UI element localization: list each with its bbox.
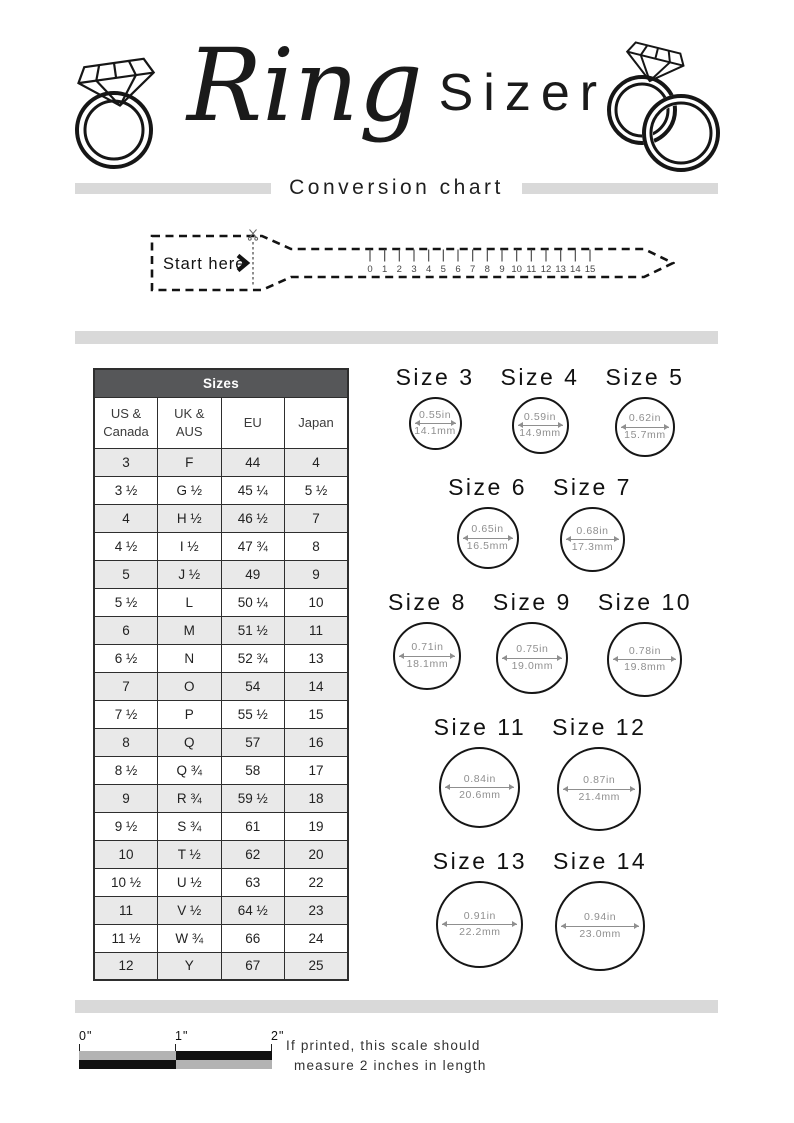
- diameter-inches: 0.75in: [516, 643, 549, 656]
- size-cell: T ½: [158, 840, 222, 868]
- section-divider-top: [75, 331, 718, 344]
- section-divider-bottom: [75, 1000, 718, 1013]
- size-label: Size 7: [553, 474, 632, 500]
- ruler-number: 3: [411, 264, 417, 275]
- ring-size-size-3: [396, 364, 475, 450]
- size-cell: 14: [285, 672, 349, 700]
- subtitle-bar-right: [522, 183, 718, 194]
- ring-circle: [393, 622, 461, 690]
- ruler-number: 0: [367, 264, 373, 275]
- size-label: Size 8: [387, 589, 467, 615]
- size-cell: 44: [221, 448, 285, 476]
- diameter-mm: 16.5mm: [466, 539, 509, 552]
- ruler-number: 5: [440, 264, 446, 275]
- size-label: Size 14: [553, 848, 648, 874]
- size-cell: 3: [94, 448, 158, 476]
- size-cell: N: [158, 644, 222, 672]
- double-rings-icon: [596, 38, 726, 173]
- size-row: [94, 504, 348, 532]
- ring-size-size-10: [598, 589, 692, 697]
- size-cell: 5 ½: [94, 588, 158, 616]
- size-cell: 63: [221, 868, 285, 896]
- diameter-inches: 0.87in: [583, 774, 616, 787]
- ruler-number: 10: [511, 264, 522, 275]
- scale-bars: [79, 1051, 272, 1069]
- ruler-number: 4: [426, 264, 432, 275]
- scale-mark-label: 2": [271, 1029, 285, 1043]
- size-cell: 64 ½: [221, 896, 285, 924]
- diameter-mm: 15.7mm: [624, 428, 666, 441]
- ring-circle: [457, 507, 519, 569]
- size-cell: 67: [221, 952, 285, 980]
- ring-circle: [560, 507, 625, 572]
- diameter-inches: 0.84in: [463, 772, 496, 785]
- size-cell: 58: [221, 756, 285, 784]
- size-cell: Q: [158, 728, 222, 756]
- diameter-mm: 17.3mm: [571, 541, 614, 553]
- size-row: [94, 476, 348, 504]
- subtitle: Conversion chart: [289, 176, 504, 199]
- size-cell: 16: [285, 728, 349, 756]
- size-row: [94, 448, 348, 476]
- size-label: Size 10: [597, 589, 693, 615]
- size-cell: 13: [285, 644, 349, 672]
- scale-note: [286, 1036, 487, 1075]
- start-here-label: Start here: [163, 255, 246, 273]
- size-cell: 5: [94, 560, 158, 588]
- size-label: Size 4: [500, 364, 580, 390]
- size-cell: 62: [221, 840, 285, 868]
- size-row: [94, 728, 348, 756]
- ring-circle: [557, 747, 641, 831]
- scale-note-line2: measure 2 inches in length: [294, 1057, 487, 1073]
- size-row: [94, 896, 348, 924]
- size-row: [94, 924, 348, 952]
- ring-size-circles-panel: [356, 364, 724, 971]
- subtitle-row: [75, 176, 718, 200]
- title-script-word: Ring: [186, 27, 423, 144]
- diameter-inches: 0.68in: [576, 524, 609, 537]
- ring-size-size-5: [605, 364, 684, 457]
- ruler-number: 9: [499, 264, 505, 275]
- size-cell: 7 ½: [94, 700, 158, 728]
- ring-size-size-9: [493, 589, 572, 694]
- size-cell: V ½: [158, 896, 222, 924]
- size-cell: 17: [285, 756, 349, 784]
- size-row: [94, 840, 348, 868]
- diameter-arrow: [518, 425, 563, 426]
- scale-segment: [176, 1060, 273, 1069]
- diameter-mm: 19.0mm: [511, 659, 554, 672]
- table-column-headers: [94, 397, 348, 448]
- scale-mark-label: 0": [79, 1029, 93, 1043]
- size-label: Size 5: [605, 364, 685, 390]
- size-row: [94, 784, 348, 812]
- diameter-arrow: [563, 789, 635, 790]
- diameter-arrow: [502, 658, 562, 659]
- double-rings-icon-svg: [596, 38, 726, 173]
- ring-circle: [409, 397, 462, 450]
- size-cell: 52 ¾: [221, 644, 285, 672]
- scale-bar-bottom: [79, 1060, 272, 1069]
- size-cell: 8 ½: [94, 756, 158, 784]
- size-row: [94, 588, 348, 616]
- diameter-inches: 0.55in: [418, 408, 452, 421]
- size-cell: 59 ½: [221, 784, 285, 812]
- size-row: [94, 644, 348, 672]
- size-cell: Y: [158, 952, 222, 980]
- ring-circle: [615, 397, 675, 457]
- size-cell: R ¾: [158, 784, 222, 812]
- size-cell: I ½: [158, 532, 222, 560]
- table-title-row: [94, 369, 348, 397]
- diameter-arrow: [621, 427, 669, 428]
- scale-bar-top: [79, 1051, 272, 1060]
- scale-segment: [176, 1051, 273, 1060]
- size-cell: H ½: [158, 504, 222, 532]
- ring-circle: [512, 397, 569, 454]
- size-cell: 12: [94, 952, 158, 980]
- size-cell: M: [158, 616, 222, 644]
- size-cell: 49: [221, 560, 285, 588]
- size-cell: P: [158, 700, 222, 728]
- diameter-arrow: [613, 659, 676, 660]
- print-scale: [79, 1029, 719, 1099]
- ring-size-size-12: [552, 714, 646, 831]
- size-label: Size 13: [432, 848, 527, 874]
- size-cell: 5 ½: [285, 476, 349, 504]
- ruler-number: 2: [396, 264, 402, 275]
- circle-row: [388, 589, 692, 697]
- scale-segment: [79, 1060, 176, 1069]
- ruler-number: 14: [570, 264, 581, 275]
- size-cell: 11: [94, 896, 158, 924]
- size-cell: 18: [285, 784, 349, 812]
- size-cell: 10 ½: [94, 868, 158, 896]
- scale-tick: [175, 1044, 176, 1051]
- size-cell: O: [158, 672, 222, 700]
- size-cell: 47 ¾: [221, 532, 285, 560]
- ring-circle: [436, 881, 523, 968]
- size-cell: S ¾: [158, 812, 222, 840]
- circle-row: [448, 474, 632, 572]
- ruler-number: 12: [540, 264, 552, 275]
- ruler-number: 6: [455, 264, 461, 275]
- subtitle-bar-left: [75, 183, 271, 194]
- ring-circle: [439, 747, 520, 828]
- size-cell: J ½: [158, 560, 222, 588]
- ruler-number: 8: [484, 264, 490, 275]
- size-cell: 9: [94, 784, 158, 812]
- size-row: [94, 672, 348, 700]
- size-cell: 57: [221, 728, 285, 756]
- size-cell: 15: [285, 700, 349, 728]
- scale-tick: [271, 1044, 272, 1051]
- size-cell: 20: [285, 840, 349, 868]
- size-cell: U ½: [158, 868, 222, 896]
- ring-size-size-4: [501, 364, 580, 454]
- diameter-mm: 14.1mm: [414, 425, 456, 437]
- diameter-inches: 0.91in: [463, 909, 496, 922]
- size-cell: 11 ½: [94, 924, 158, 952]
- size-cell: 51 ½: [221, 616, 285, 644]
- column-header: US & Canada: [94, 397, 158, 448]
- size-cell: 61: [221, 812, 285, 840]
- ruler-number: 1: [382, 264, 388, 275]
- ring-size-size-11: [434, 714, 527, 828]
- ruler-number: 7: [470, 264, 476, 275]
- ring-size-size-13: [433, 848, 527, 968]
- size-cell: 24: [285, 924, 349, 952]
- size-cell: 45 ¼: [221, 476, 285, 504]
- diameter-mm: 18.1mm: [406, 657, 449, 670]
- size-row: [94, 616, 348, 644]
- size-label: Size 11: [433, 714, 527, 740]
- size-cell: 50 ¼: [221, 588, 285, 616]
- size-cell: L: [158, 588, 222, 616]
- size-label: Size 3: [395, 364, 475, 390]
- scale-segment: [79, 1051, 176, 1060]
- scale-ruler: [79, 1029, 285, 1073]
- column-header: EU: [221, 397, 285, 448]
- ring-circle: [496, 622, 568, 694]
- diameter-arrow: [566, 539, 619, 540]
- size-cell: 4 ½: [94, 532, 158, 560]
- column-header: UK & AUS: [158, 397, 222, 448]
- circle-row: [434, 714, 647, 831]
- size-cell: 23: [285, 896, 349, 924]
- size-cell: 9 ½: [94, 812, 158, 840]
- size-cell: 4: [94, 504, 158, 532]
- diameter-mm: 21.4mm: [578, 790, 621, 803]
- size-cell: 8: [94, 728, 158, 756]
- ruler-number: 13: [555, 264, 566, 275]
- size-label: Size 6: [448, 474, 527, 500]
- size-row: [94, 868, 348, 896]
- size-cell: 3 ½: [94, 476, 158, 504]
- diameter-arrow: [442, 924, 517, 925]
- ring-circle: [607, 622, 682, 697]
- size-cell: 8: [285, 532, 349, 560]
- size-cell: G ½: [158, 476, 222, 504]
- size-cell: W ¾: [158, 924, 222, 952]
- size-row: [94, 560, 348, 588]
- ring-sizer-band: [150, 228, 675, 303]
- diameter-mm: 14.9mm: [519, 427, 561, 439]
- diameter-inches: 0.78in: [628, 644, 662, 657]
- diameter-arrow: [561, 926, 639, 927]
- size-row: [94, 812, 348, 840]
- ring-circle: [555, 881, 645, 971]
- size-conversion-table: [93, 368, 349, 981]
- size-cell: 25: [285, 952, 349, 980]
- ruler-number: 15: [584, 264, 596, 275]
- ring-size-size-14: [553, 848, 647, 971]
- table-title: Sizes: [94, 369, 348, 397]
- ring-size-size-7: [553, 474, 632, 572]
- size-cell: 6: [94, 616, 158, 644]
- diameter-mm: 19.8mm: [624, 661, 666, 673]
- size-cell: 10: [285, 588, 349, 616]
- diameter-mm: 20.6mm: [459, 789, 501, 801]
- diameter-mm: 23.0mm: [579, 927, 621, 940]
- size-label: Size 12: [552, 714, 647, 740]
- size-cell: 55 ½: [221, 700, 285, 728]
- size-cell: 9: [285, 560, 349, 588]
- size-cell: 19: [285, 812, 349, 840]
- size-cell: 22: [285, 868, 349, 896]
- ring-size-size-8: [388, 589, 467, 690]
- diameter-inches: 0.94in: [584, 911, 617, 924]
- scale-tick: [79, 1044, 80, 1051]
- size-cell: 7: [285, 504, 349, 532]
- ruler-number: 11: [526, 264, 537, 275]
- size-cell: 4: [285, 448, 349, 476]
- size-label: Size 9: [492, 589, 572, 615]
- ring-size-size-6: [448, 474, 527, 569]
- diameter-inches: 0.71in: [411, 641, 444, 654]
- ruler-ticks: [367, 250, 595, 276]
- scale-note-line1: If printed, this scale should: [286, 1038, 481, 1053]
- diameter-arrow: [463, 538, 513, 539]
- size-cell: 7: [94, 672, 158, 700]
- ring-sizer-band-svg: [150, 228, 675, 298]
- diameter-mm: 22.2mm: [459, 926, 501, 938]
- size-row: [94, 952, 348, 980]
- circle-row: [433, 848, 647, 971]
- size-cell: 54: [221, 672, 285, 700]
- diameter-inches: 0.59in: [523, 410, 557, 423]
- size-cell: 66: [221, 924, 285, 952]
- size-cell: 11: [285, 616, 349, 644]
- size-cell: Q ¾: [158, 756, 222, 784]
- diameter-arrow: [445, 787, 514, 788]
- diameter-inches: 0.62in: [628, 412, 662, 425]
- size-row: [94, 532, 348, 560]
- title-main-word: Sizer: [438, 64, 608, 122]
- size-cell: 46 ½: [221, 504, 285, 532]
- scale-mark-label: 1": [175, 1029, 189, 1043]
- size-row: [94, 700, 348, 728]
- size-cell: F: [158, 448, 222, 476]
- diameter-arrow: [415, 423, 456, 424]
- diameter-inches: 0.65in: [471, 523, 504, 536]
- size-row: [94, 756, 348, 784]
- size-cell: 6 ½: [94, 644, 158, 672]
- diameter-arrow: [399, 656, 455, 657]
- column-header: Japan: [285, 397, 349, 448]
- size-cell: 10: [94, 840, 158, 868]
- table-body: [94, 448, 348, 980]
- circle-row: [396, 364, 685, 457]
